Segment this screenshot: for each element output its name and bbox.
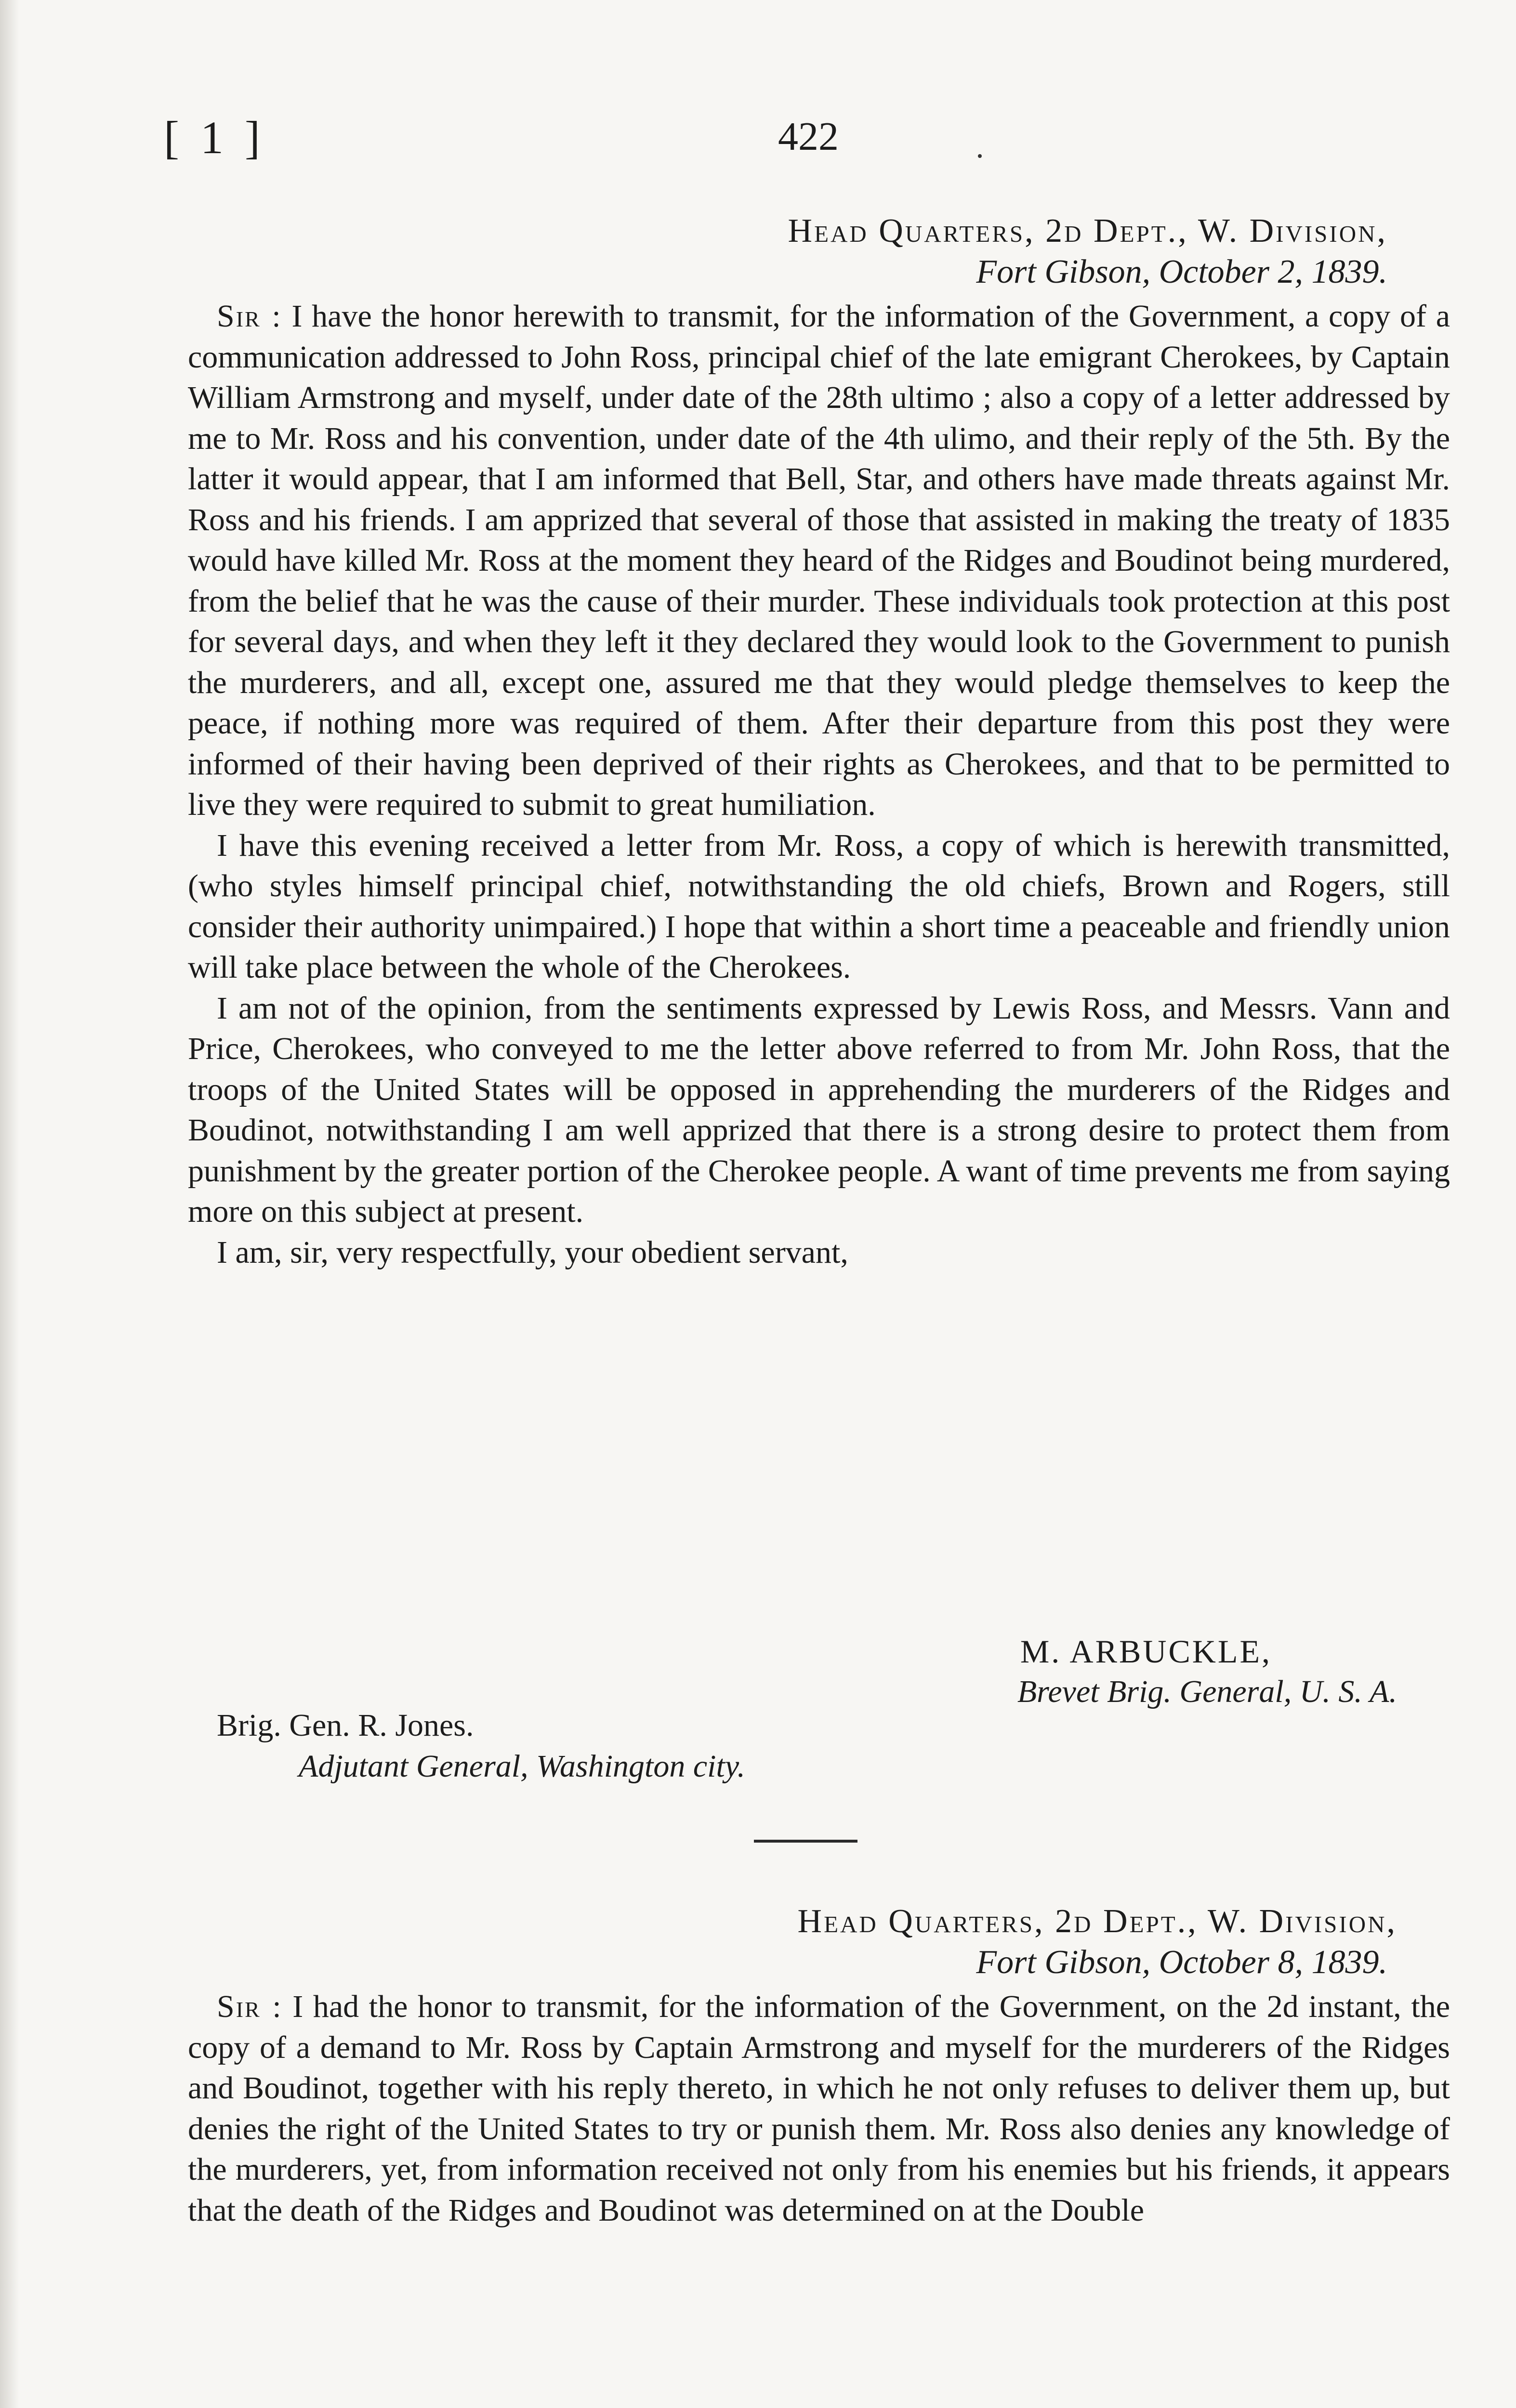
letter1-salutation: Sir :: [217, 299, 282, 334]
letter2-heading-line2: Fort Gibson, October 8, 1839.: [976, 1944, 1387, 1981]
letter2-heading-line1: Head Quarters, 2d Dept., W. Division,: [797, 1903, 1397, 1940]
addressee-title: Adjutant General, Washington city.: [299, 1749, 745, 1784]
ink-speck: [978, 154, 982, 158]
letter1-paragraph1-text: I have the honor herewith to transmit, for the information of the Government, a copy of a communication addressed to John Ross, principal chief of the late emigrant Cherokees, by Captain William Armstrong and myself, under date of the 28th ultimo ; also a copy of a letter addressed by me to Mr. Ross and his convention, under date of the 4th ulimo, and their reply of the 5th. By the latter it would appear, that I am informed that Bell, Star, and others have made threats against Mr. Ross and his friends. I am apprized that several of those that assisted in making the treaty of 1835 would have killed Mr. Ross at the moment they heard of the Ridges and Boudinot being murdered, from the belief that he was the cause of their murder. These individuals took protection at this post for several days, and when they left it they declared they would look to the Government to punish the murderers, and all, except one, assured me that they would pledge themselves to keep the peace, if nothing more was required of them. After their departure from this post they were informed of their having been deprived of their rights as Cherokees, and that to be permitted to live they were required to submit to great humiliation.: [188, 299, 1450, 822]
signature-name: M. ARBUCKLE,: [1020, 1633, 1272, 1670]
letter2-paragraph1: [188, 1987, 1450, 2231]
letter1-closing: I am, sir, very respectfully, your obedient servant,: [217, 1234, 848, 1270]
section-divider: [754, 1840, 857, 1843]
letter1-heading-line1: Head Quarters, 2d Dept., W. Division,: [788, 212, 1387, 249]
letter2-salutation: Sir :: [217, 1989, 283, 2024]
letter1-body: [188, 296, 1450, 1273]
letter1-paragraph1: [188, 296, 1450, 825]
letter1-paragraph3: I am not of the opinion, from the sentiments expressed by Lewis Ross, and Messrs. Vann and Price, Cherokees, who conveyed to me the letter above referred to from Mr. John Ross, that the troops of the United States will be opposed in apprehending the murderers of the Ridges and Boudinot, notwithstanding I am well apprized that there is a strong desire to protect them from punishment by the greater portion of the Cherokee people. A want of time prevents me from saying more on this subject at present.: [188, 990, 1450, 1229]
folio-bracket-number: [ 1 ]: [164, 112, 265, 163]
addressee-name: Brig. Gen. R. Jones.: [217, 1708, 474, 1743]
letter2-paragraph1-text: I had the honor to transmit, for the information of the Government, on the 2d instant, the copy of a demand to Mr. Ross by Captain Armstrong and myself for the murderers of the Ridges and Boudinot, together with his reply thereto, in which he not only refuses to deliver them up, but denies the right of the United States to try or punish them. Mr. Ross also denies any knowledge of the murderers, yet, from information received not only from his enemies but his friends, it appears that the death of the Ridges and Boudinot was determined on at the Double: [188, 1989, 1450, 2228]
page-number: 422: [778, 114, 839, 159]
letter1-heading-line2: Fort Gibson, October 2, 1839.: [976, 253, 1387, 290]
letter2-body: [188, 1987, 1450, 2231]
signature-title: Brevet Brig. General, U. S. A.: [1017, 1674, 1397, 1709]
letter1-paragraph2: I have this evening received a letter from Mr. Ross, a copy of which is herewith transmitted, (who styles himself principal chief, notwithstanding the old chiefs, Brown and Rogers, still consider their authority unimpaired.) I hope that within a short time a peaceable and friendly union will take place between the whole of the Cherokees.: [188, 827, 1450, 985]
